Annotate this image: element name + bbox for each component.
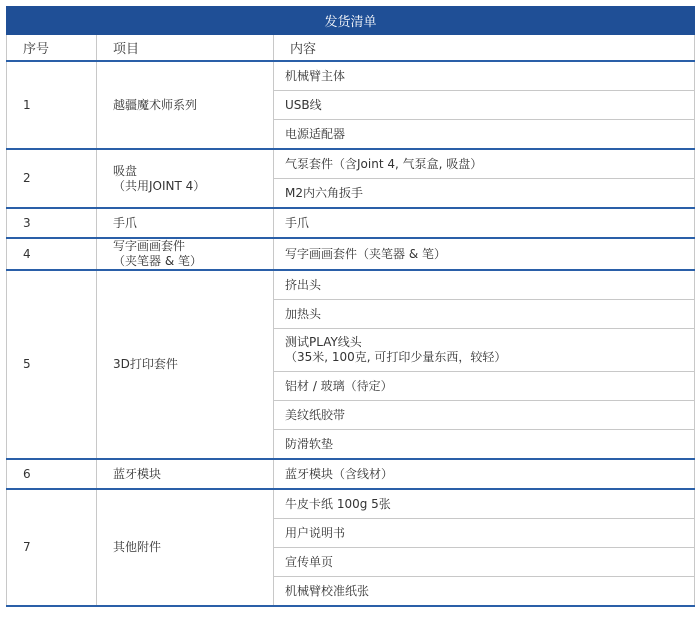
item-label: 蓝牙模块 [113,466,162,481]
table-row [7,149,695,179]
table-title: 发货清单 [7,7,695,35]
row-number: 3 [7,208,97,238]
item-cell [97,489,274,606]
content-cell: 气泵套件（含Joint 4, 气泵盒, 吸盘） [274,149,695,179]
item-cell [97,149,274,208]
table-body [7,61,695,606]
table-row [7,208,695,238]
item-label: 写字画画套件 [113,239,186,253]
content-cell: 机械臂校准纸张 [274,577,695,607]
column-header-number: 序号 [7,35,97,62]
item-label: （夹笔器 & 笔） [113,254,202,268]
content-cell: 用户说明书 [274,519,695,548]
shipping-list [6,6,694,607]
content-cell: USB线 [274,91,695,120]
content-cell: 测试PLAY线头 （35米, 100克, 可打印少量东西，较轻） [274,329,695,372]
row-number: 2 [7,149,97,208]
table-row [7,238,695,270]
item-cell [97,238,274,270]
content-cell: 机械臂主体 [274,61,695,91]
content-cell: 宣传单页 [274,548,695,577]
content-cell: 牛皮卡纸 100g 5张 [274,489,695,519]
item-label: 手爪 [113,215,138,230]
item-cell [97,270,274,459]
content-cell: 加热头 [274,300,695,329]
table-row [7,489,695,519]
shipping-list-table [6,6,695,607]
item-label: 吸盘 [113,163,138,178]
table-row [7,270,695,300]
row-number: 7 [7,489,97,606]
content-cell: 手爪 [274,208,695,238]
content-cell: 蓝牙模块（含线材） [274,459,695,489]
item-cell [97,208,274,238]
item-label: 3D打印套件 [113,357,178,371]
row-number: 1 [7,61,97,149]
item-label: 其他附件 [113,540,162,554]
item-cell [97,459,274,489]
item-label: （共用JOINT 4） [113,178,206,193]
item-cell [97,61,274,149]
content-cell: 铝材 / 玻璃（待定） [274,372,695,401]
content-cell: M2内六角扳手 [274,179,695,209]
content-cell: 挤出头 [274,270,695,300]
item-label: 越疆魔术师系列 [113,97,198,112]
column-header-content: 内容 [274,35,695,62]
table-row [7,61,695,91]
content-cell: 写字画画套件（夹笔器 & 笔） [274,238,695,270]
table-row [7,459,695,489]
content-cell: 防滑软垫 [274,430,695,460]
row-number: 6 [7,459,97,489]
row-number: 5 [7,270,97,459]
row-number: 4 [7,238,97,270]
content-cell: 电源适配器 [274,120,695,150]
column-header-item: 项目 [97,35,274,62]
content-cell: 美纹纸胶带 [274,401,695,430]
